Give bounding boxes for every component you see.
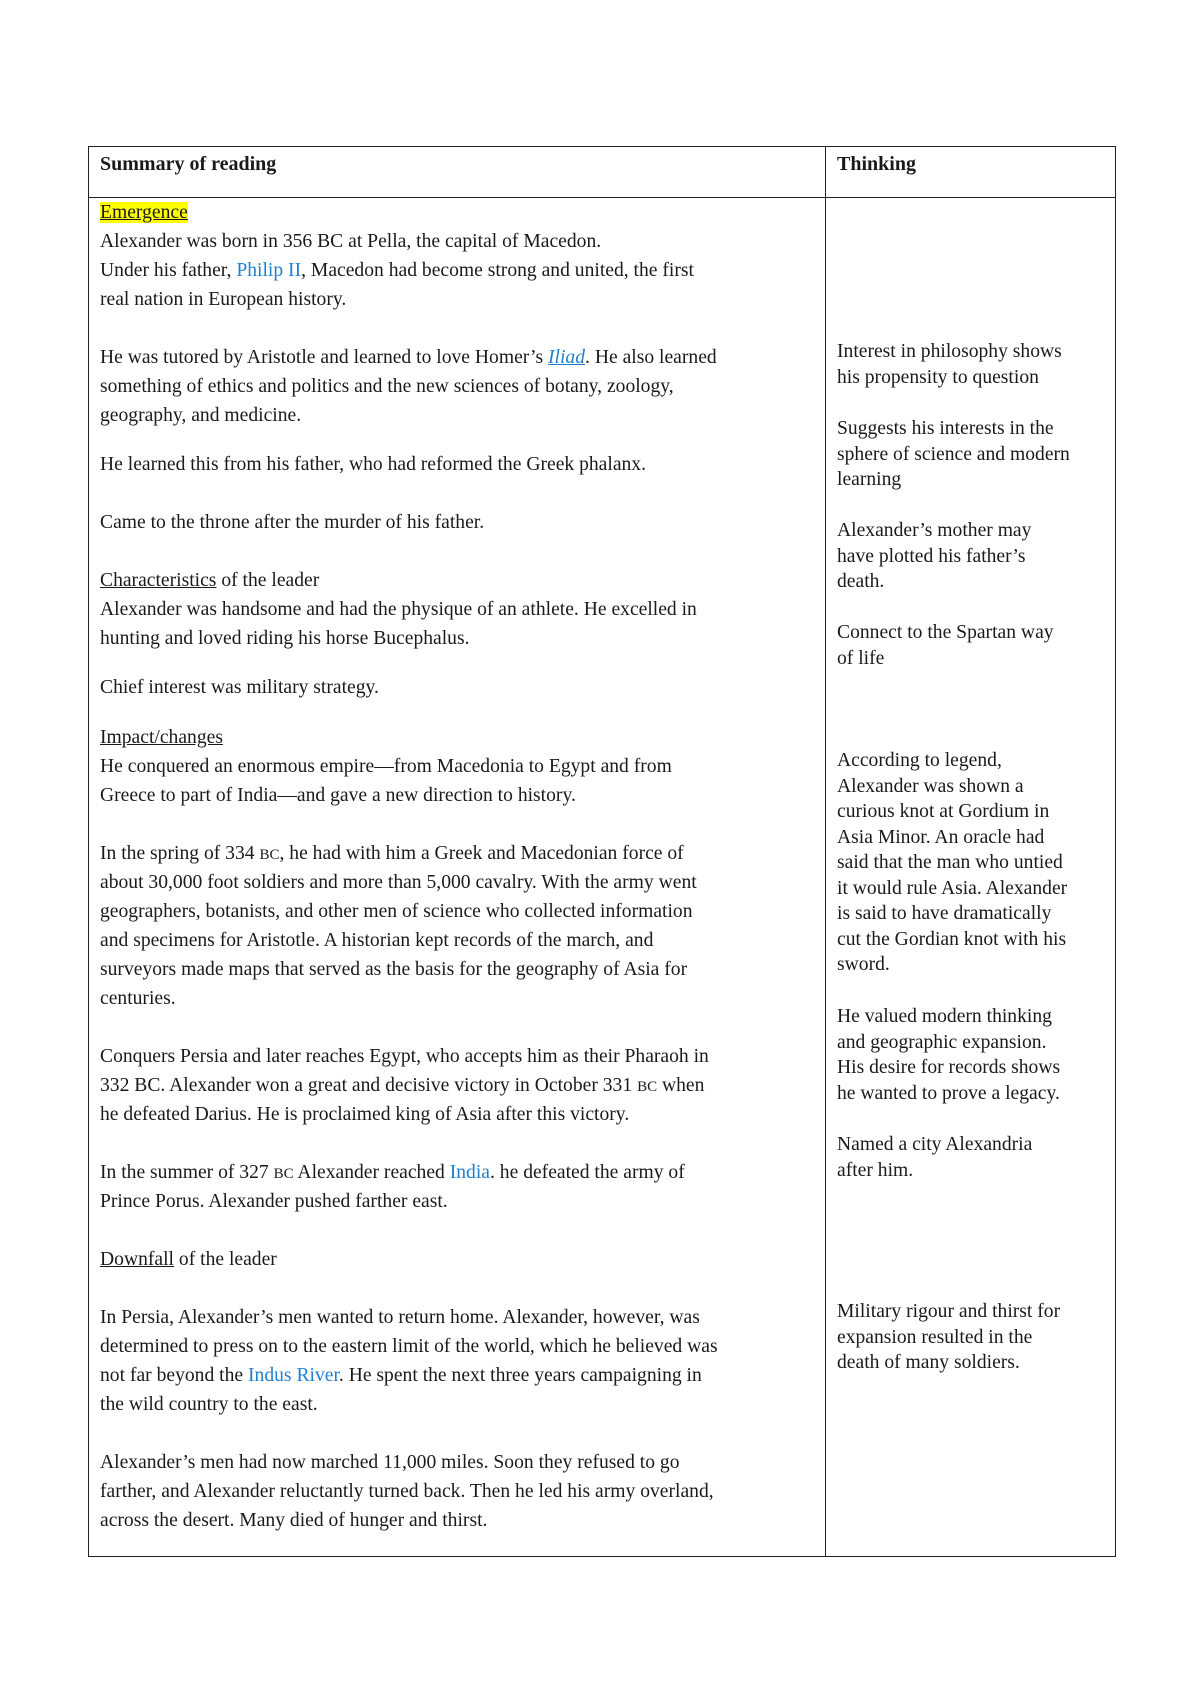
text-line: centuries. (100, 988, 176, 1009)
header-thinking: Thinking (837, 153, 916, 175)
heading-impact: Impact/changes (100, 727, 223, 748)
thinking-line: his propensity to question (837, 366, 1039, 388)
text-line: not far beyond the Indus River. He spent the next three years campaigning in (100, 1365, 702, 1386)
thinking-line: cut the Gordian knot with his (837, 928, 1067, 950)
thinking-line: Connect to the Spartan way (837, 622, 1054, 643)
heading-downfall: Downfall of the leader (100, 1249, 277, 1270)
thinking-line: he wanted to prove a legacy. (837, 1082, 1060, 1104)
thinking-line: and geographic expansion. (837, 1031, 1047, 1053)
text-line: In the spring of 334 BC, he had with him a Greek and Macedonian force of (100, 843, 684, 864)
header-cell-thinking (826, 147, 1116, 198)
text-line: Greece to part of India—and gave a new direction to history. (100, 785, 576, 806)
text-line: geography, and medicine. (100, 405, 302, 426)
heading-emergence: Emergence (100, 202, 188, 223)
text-line: Alexander’s men had now marched 11,000 miles. Soon they refused to go (100, 1452, 680, 1473)
text-line: he defeated Darius. He is proclaimed king of Asia after this victory. (100, 1104, 630, 1125)
thinking-line: death of many soldiers. (837, 1352, 1020, 1373)
thinking-line: death. (837, 571, 885, 592)
text-line: Alexander was handsome and had the physique of an athlete. He excelled in (100, 599, 697, 620)
link-indus-river[interactable]: Indus River (248, 1365, 339, 1386)
text-line: He conquered an enormous empire—from Macedonia to Egypt and from (100, 756, 672, 777)
reading-notes-table (88, 146, 1116, 1557)
summary-cell (89, 198, 826, 1557)
text-line: the wild country to the east. (100, 1394, 318, 1415)
text-line: something of ethics and politics and the new sciences of botany, zoology, (100, 376, 674, 397)
thinking-line: curious knot at Gordium in (837, 801, 1050, 822)
thinking-line: sphere of science and modern (837, 443, 1070, 465)
text-line: In the summer of 327 BC Alexander reached India. he defeated the army of (100, 1162, 685, 1183)
text-line: He was tutored by Aristotle and learned to love Homer’s Iliad. He also learned (100, 347, 717, 368)
thinking-line: Military rigour and thirst for (837, 1301, 1061, 1322)
thinking-line: have plotted his father’s (837, 545, 1026, 567)
thinking-line: learning (837, 469, 902, 490)
text-line: real nation in European history. (100, 289, 347, 310)
text-line: Alexander was born in 356 BC at Pella, the capital of Macedon. (100, 231, 602, 252)
table-header-row (89, 147, 1116, 198)
text-line: farther, and Alexander reluctantly turned back. Then he led his army overland, (100, 1481, 714, 1502)
text-line: In Persia, Alexander’s men wanted to return home. Alexander, however, was (100, 1307, 700, 1328)
thinking-line: Alexander’s mother may (837, 520, 1032, 541)
header-cell-summary (89, 147, 826, 198)
thinking-line: He valued modern thinking (837, 1006, 1052, 1027)
text-line: surveyors made maps that served as the basis for the geography of Asia for (100, 959, 688, 980)
text-line: 332 BC. Alexander won a great and decisive victory in October 331 BC when (100, 1075, 705, 1096)
thinking-line: expansion resulted in the (837, 1326, 1033, 1348)
text-line: across the desert. Many died of hunger and thirst. (100, 1510, 488, 1531)
text-line: hunting and loved riding his horse Bucephalus. (100, 628, 470, 649)
table-body-row (89, 198, 1116, 1557)
link-philip-ii[interactable]: Philip II (236, 260, 302, 281)
thinking-line: His desire for records shows (837, 1057, 1061, 1078)
text-line: He learned this from his father, who had reformed the Greek phalanx. (100, 454, 647, 475)
thinking-cell (826, 198, 1116, 1557)
thinking-line: after him. (837, 1159, 914, 1181)
text-line: about 30,000 foot soldiers and more than 5,000 cavalry. With the army went (100, 872, 697, 893)
thinking-line: Alexander was shown a (837, 775, 1024, 797)
thinking-line: Interest in philosophy shows (837, 341, 1062, 362)
header-summary-of-reading: Summary of reading (100, 153, 277, 175)
heading-characteristics: Characteristics of the leader (100, 570, 320, 591)
thinking-line: said that the man who untied (837, 852, 1063, 873)
thinking-line: of life (837, 647, 885, 669)
text-line: determined to press on to the eastern limit of the world, which he believed was (100, 1336, 718, 1357)
text-line: Prince Porus. Alexander pushed farther east. (100, 1191, 448, 1212)
link-iliad[interactable]: Iliad (548, 347, 586, 368)
thinking-line: is said to have dramatically (837, 903, 1052, 924)
text-line: and specimens for Aristotle. A historian kept records of the march, and (100, 930, 654, 951)
link-india[interactable]: India (449, 1162, 490, 1183)
text-line: geographers, botanists, and other men of science who collected information (100, 901, 693, 922)
thinking-line: Asia Minor. An oracle had (837, 826, 1045, 848)
thinking-line: Suggests his interests in the (837, 418, 1054, 439)
text-line: Came to the throne after the murder of his father. (100, 512, 485, 533)
text-line: Chief interest was military strategy. (100, 677, 379, 698)
text-line: Under his father, Philip II, Macedon had become strong and united, the first (100, 260, 694, 281)
text-line: Conquers Persia and later reaches Egypt, who accepts him as their Pharaoh in (100, 1046, 709, 1067)
thinking-line: it would rule Asia. Alexander (837, 877, 1068, 899)
thinking-line: Named a city Alexandria (837, 1134, 1033, 1155)
thinking-line: sword. (837, 954, 890, 975)
thinking-line: According to legend, (837, 750, 1002, 771)
